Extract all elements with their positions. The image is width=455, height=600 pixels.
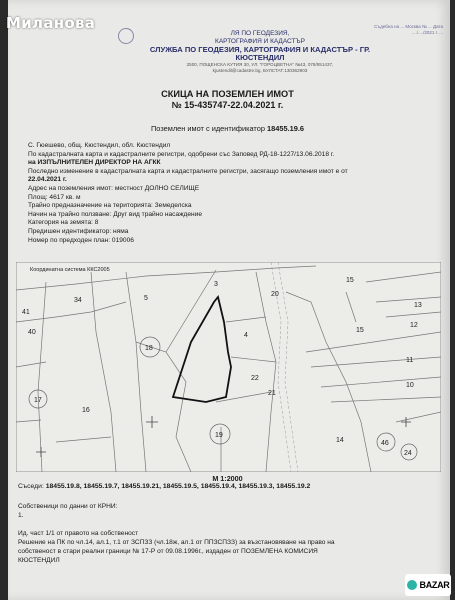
neighbor-id: 18455.19.4, (200, 483, 237, 490)
neighbor-id: 18455.19.21, (121, 483, 162, 490)
marketplace-badge[interactable] (405, 574, 451, 596)
neighbor-id: 18455.19.7, (83, 483, 120, 490)
neighbors-line (18, 483, 438, 490)
info-line: Трайно предназначение на територията: Земеделска (28, 202, 192, 210)
info-line: По кадастралната карта и кадастралните регистри, одобрени със Заповед РД-18-1227/13.06.2018 г. (28, 150, 335, 158)
agency-header (140, 30, 380, 74)
parcel-number: 24 (404, 450, 412, 457)
parcel-number: 16 (82, 407, 90, 414)
info-line: Адрес на поземления имот: местност ДОЛНО СЕЛИЩЕ (28, 184, 200, 192)
owners-line: Собственици по данни от КРНИ: (18, 503, 118, 510)
parcel-number: 20 (271, 291, 279, 298)
info-line: Последно изменение в кадастралната карта и кадастралните регистри, засягащо поземления имот е от (28, 167, 348, 175)
owners-line: собственост в стари реални граници № 17-Р от 09.08.1996г., издаден от ПОЗЕМЛЕНА КОМИСИЯ (18, 548, 318, 555)
agency-line-4: 2500, ПОЩЕНСКА КУТИЯ 30, УЛ. "ГОРОЦВЕТНА" №43, 078/551437, (186, 62, 334, 67)
info-line: Площ: 4617 кв. м (28, 193, 81, 201)
parcel-number: 10 (406, 382, 414, 389)
parcel-number: 4 (244, 332, 248, 339)
parcel-number: 40 (28, 329, 36, 336)
parcel-number: 12 (410, 322, 418, 329)
owners-line: 1. (18, 512, 24, 519)
agency-line-3: СЛУЖБА ПО ГЕОДЕЗИЯ, КАРТОГРАФИЯ И КАДАСТЪР - ГР. КЮСТЕНДИЛ (149, 45, 371, 62)
parcel-number: 41 (22, 309, 30, 316)
badge-label: BAZAR (419, 580, 450, 590)
info-line: на ИЗПЪЛНИТЕЛЕН ДИРЕКТОР НА АГКК (28, 159, 161, 167)
parcel-number: 17 (34, 397, 42, 404)
parcel-number: 22 (251, 375, 259, 382)
neighbor-id: 18455.19.3, (238, 483, 275, 490)
parcel-number: 34 (74, 297, 82, 304)
cadastral-map (16, 262, 441, 472)
property-info (28, 142, 443, 245)
neighbor-id: 18455.19.2 (276, 483, 311, 490)
owners-section (18, 502, 438, 565)
info-line: Номер по предходен план: 019006 (28, 236, 134, 244)
coord-system-label: Координатна система ККС2005 (30, 267, 110, 273)
agency-line-2: КАРТОГРАФИЯ И КАДАСТЪР (215, 38, 305, 45)
parcel-number: 21 (268, 390, 276, 397)
parcel-number: 46 (381, 440, 389, 447)
corner-note: Съдебна на ... Москва № ... Дата ..../..../2021 г. ... (374, 24, 443, 35)
neighbors-label: Съседи: (18, 483, 44, 490)
map-scale: М 1:2000 (212, 474, 243, 483)
owners-line: Решение на ПК по чл.14, ал.1, т.1 от ЗСПЗЗ (чл.18ж, ал.1 от ППЗСПЗЗ) за възстановяване на право на (18, 539, 335, 546)
agency-line-1: ЛЯ ПО ГЕОДЕЗИЯ, (230, 30, 290, 37)
parcel-number: 13 (414, 302, 422, 309)
agency-logo-icon (118, 28, 134, 44)
owners-line: Ид. част 1/1 от правото на собственост (18, 530, 139, 537)
parcel-number: 15 (356, 327, 364, 334)
info-line: 22.04.2021 г. (28, 176, 67, 184)
parcel-number: 18 (145, 345, 153, 352)
parcel-number: 19 (215, 432, 223, 439)
info-line: С. Гюешево, общ. Кюстендил, обл. Кюстендил (28, 142, 171, 149)
bazar-logo-icon (407, 580, 417, 590)
identifier-label: Поземлен имот с идентификатор (150, 124, 265, 133)
info-line: Категория на земята: 8 (28, 219, 99, 227)
parcel-number: 11 (406, 357, 414, 364)
info-line: Предишен идентификатор: няма (28, 227, 129, 235)
document-title: СКИЦА НА ПОЗЕМЛЕН ИМОТ (161, 89, 294, 99)
info-line: Начин на трайно ползване: Друг вид трайно насаждение (28, 210, 203, 218)
neighbor-id: 18455.19.5, (162, 483, 199, 490)
map-drawing (16, 262, 441, 472)
identifier-line (0, 124, 455, 133)
parcel-number: 5 (144, 295, 148, 302)
neighbor-id: 18455.19.8, (45, 483, 82, 490)
parcel-number: 14 (336, 437, 344, 444)
parcel-number: 15 (346, 277, 354, 284)
owners-line: КЮСТЕНДИЛ (18, 557, 60, 564)
owners-line (18, 520, 438, 529)
parcel-number: 3 (214, 281, 218, 288)
agency-line-5: kjustendil@cadastre.bg, БУЛСТАТ:130362903 (212, 68, 308, 73)
document-number: № 15-435747-22.04.2021 г. (171, 100, 284, 110)
identifier-value: 18455.19.6 (267, 124, 305, 133)
seller-watermark: Миланова (6, 14, 96, 32)
